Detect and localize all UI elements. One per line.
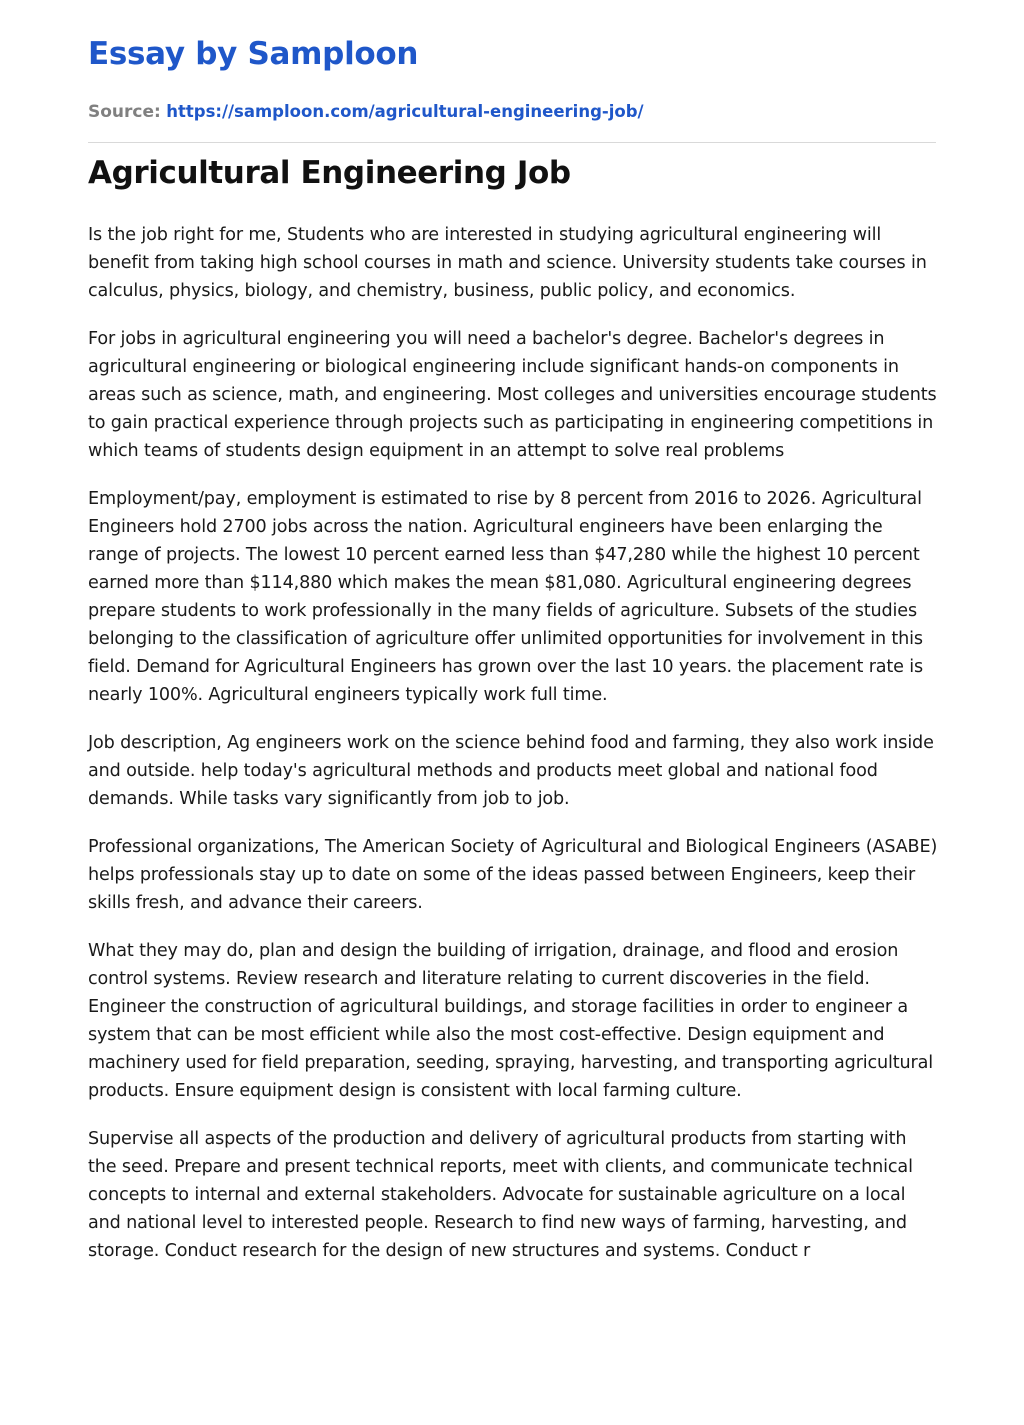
essay-paragraph: Supervise all aspects of the production and delivery of agricultural products from starting with the seed. Prepare and present technical reports, meet with clients, and communicate technical concepts to internal and external stakeholders. Advocate for sustainable agriculture on a local and national level to interested people. Research to find new ways of farming, harvesting, and storage. Conduct research for the design of new structures and systems. Conduct r: [88, 1129, 913, 1261]
essay-title: Agricultural Engineering Job: [88, 155, 571, 191]
essay-paragraph: For jobs in agricultural engineering you will need a bachelor's degree. Bachelor's degrees in agricultural engineering or biological engineering include significant hands-on components in areas such as science, math, and engineering. Most colleges and universities encourage students to gain practical experience through projects such as participating in engineering competitions in which teams of students design equipment in an attempt to solve real problems: [88, 329, 937, 461]
essay-paragraph: Is the job right for me, Students who are interested in studying agricultural engineering will benefit from taking high school courses in math and science. University students take courses in calculus, physics, biology, and chemistry, business, public policy, and economics.: [88, 225, 927, 301]
header-divider: [88, 142, 936, 143]
source-label: Source:: [88, 102, 161, 122]
essay-body: [88, 221, 938, 1285]
source-line: [88, 102, 644, 122]
essay-paragraph: What they may do, plan and design the building of irrigation, drainage, and flood and erosion control systems. Review research and literature relating to current discoveries in the field. Engineer the construction of agricultural buildings, and storage facilities in order to engineer a system that can be most efficient while also the most cost-effective. Design equipment and machinery used for field preparation, seeding, spraying, harvesting, and transporting agricultural products. Ensure equipment design is consistent with local farming culture.: [88, 941, 933, 1101]
source-link[interactable]: https://samploon.com/agricultural-engineering-job/: [166, 102, 644, 121]
essay-paragraph: Professional organizations, The American Society of Agricultural and Biological Engineers (ASABE) helps professionals stay up to date on some of the ideas passed between Engineers, keep their skills fresh, and advance their careers.: [88, 837, 938, 913]
essay-paragraph: Employment/pay, employment is estimated to rise by 8 percent from 2016 to 2026. Agricultural Engineers hold 2700 jobs across the nation. Agricultural engineers have been enlarging the range of projects. The lowest 10 percent earned less than $47,280 while the highest 10 percent earned more than $114,880 which makes the mean $81,080. Agricultural engineering degrees prepare students to work professionally in the many fields of agriculture. Subsets of the studies belonging to the classification of agriculture offer unlimited opportunities for involvement in this field. Demand for Agricultural Engineers has grown over the last 10 years. the placement rate is nearly 100%. Agricultural engineers typically work full time.: [88, 489, 924, 705]
essay-paragraph: Job description, Ag engineers work on the science behind food and farming, they also work inside and outside. help today's agricultural methods and products meet global and national food demands. While tasks vary significantly from job to job.: [88, 733, 934, 809]
site-brand[interactable]: Essay by Samploon: [88, 36, 419, 72]
